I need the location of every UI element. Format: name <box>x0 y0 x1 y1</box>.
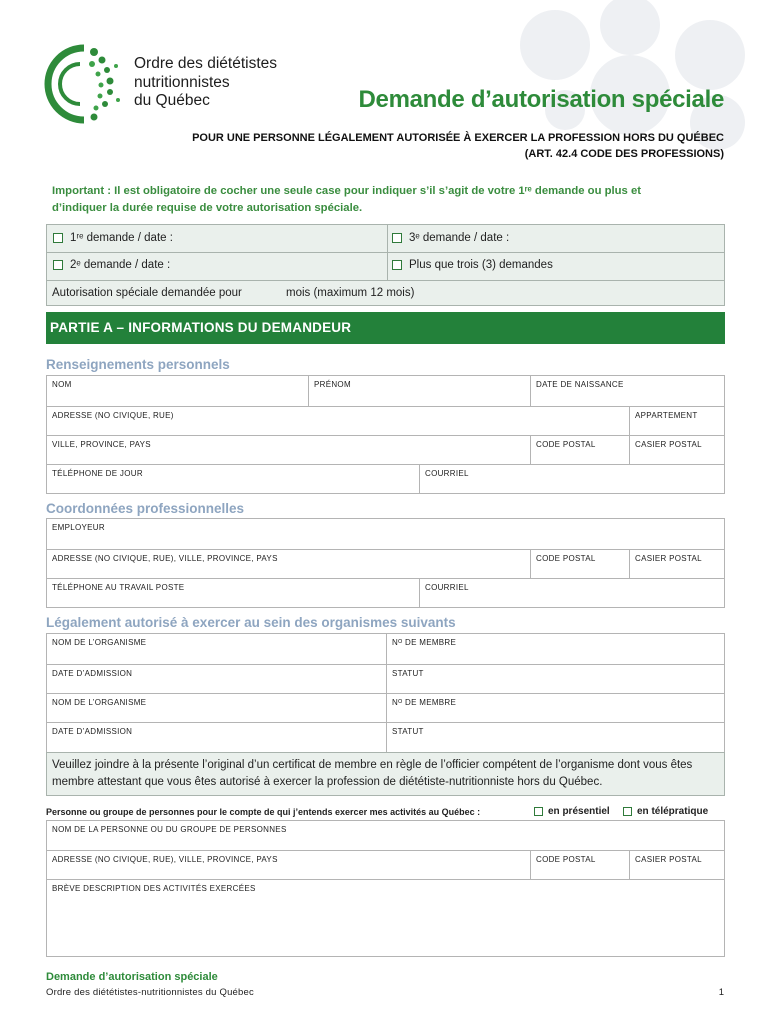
first-demand-checkbox[interactable] <box>53 233 63 243</box>
decorative-circle <box>675 20 745 90</box>
personal-info-grid <box>46 375 725 494</box>
table-row <box>47 821 724 850</box>
personal-section-title: Renseignements personnels <box>46 357 230 372</box>
member-number-field[interactable]: Nᴼ DE MEMBRE <box>386 634 726 664</box>
day-phone-field[interactable]: TÉLÉPHONE DE JOUR <box>52 469 143 478</box>
table-row <box>47 879 724 956</box>
table-row <box>47 435 724 464</box>
decorative-circle <box>600 0 660 55</box>
postal-code-field[interactable]: CODE POSTAL <box>530 436 629 464</box>
org-name-line: du Québec <box>134 92 210 109</box>
subtitle-line: POUR UNE PERSONNE LÉGALEMENT AUTORISÉE À EXERCER LA PROFESSION HORS DU QUÉBEC <box>192 132 724 144</box>
activities-question-text: Personne ou groupe de personnes pour le compte de qui j’entends exercer mes activités au Québec : <box>46 807 481 817</box>
telepractice-option[interactable] <box>623 806 708 817</box>
work-address-field[interactable]: ADRESSE (NO CIVIQUE, RUE), VILLE, PROVINCE, PAYS <box>52 554 278 563</box>
period-unit: mois (maximum 12 mois) <box>286 287 415 299</box>
table-row <box>47 464 724 493</box>
important-line: Important : Il est obligatoire de cocher une seule case pour indiquer s’il s’agit de votre 1ʳᵉ demande ou plus et <box>52 185 642 197</box>
email-field[interactable]: COURRIEL <box>419 465 726 493</box>
person-po-box-field[interactable]: CASIER POSTAL <box>629 851 726 879</box>
birthdate-field[interactable]: DATE DE NAISSANCE <box>530 376 726 406</box>
prenom-field[interactable]: PRÉNOM <box>308 376 530 406</box>
certificate-notice <box>46 752 725 796</box>
subtitle-line: (ART. 42.4 CODE DES PROFESSIONS) <box>524 148 724 160</box>
org-name-field[interactable]: NOM DE L’ORGANISME <box>52 638 147 647</box>
table-row <box>47 549 724 578</box>
table-row <box>47 519 724 549</box>
activities-question <box>46 807 725 817</box>
address-field[interactable]: ADRESSE (NO CIVIQUE, RUE) <box>52 411 174 420</box>
city-field[interactable]: VILLE, PROVINCE, PAYS <box>52 440 151 449</box>
more-demands-option[interactable] <box>392 259 553 271</box>
work-postal-code-field[interactable]: CODE POSTAL <box>530 550 629 578</box>
footer-title: Demande d’autorisation spéciale <box>46 971 218 983</box>
table-row <box>47 376 724 406</box>
org-name <box>134 55 277 111</box>
table-row <box>47 664 724 693</box>
third-demand-label: 3ᵉ demande / date : <box>409 232 510 244</box>
second-demand-option[interactable] <box>53 259 170 271</box>
table-row <box>47 634 724 664</box>
person-address-field[interactable]: ADRESSE (NO CIVIQUE, RUE), VILLE, PROVINCE, PAYS <box>52 855 278 864</box>
table-row <box>47 406 724 435</box>
notice-line: membre attestant que vous êtes autorisé à exercer la profession de diététiste-nutritionniste hors du Québec. <box>52 776 603 788</box>
second-demand-checkbox[interactable] <box>53 260 63 270</box>
important-line: d’indiquer la durée requise de votre autorisation spéciale. <box>52 202 363 214</box>
third-demand-option[interactable] <box>392 232 509 244</box>
telepractice-checkbox[interactable] <box>623 807 632 816</box>
org-name-line: nutritionnistes <box>134 73 230 91</box>
work-phone-field[interactable]: TÉLÉPHONE AU TRAVAIL POSTE <box>52 583 185 592</box>
first-demand-label: 1ʳᵉ demande / date : <box>70 232 173 244</box>
telepractice-label: en télépratique <box>637 806 709 817</box>
part-a-banner: PARTIE A – INFORMATIONS DU DEMANDEUR <box>46 312 725 344</box>
organisms-section-title: Légalement autorisé à exercer au sein des organismes suivants <box>46 615 456 630</box>
in-person-option[interactable] <box>534 806 610 817</box>
table-row <box>47 850 724 879</box>
notice-line: Veuillez joindre à la présente l’original d’un certificat de membre en règle de l’officier compétent de l’organisme dont vous êtes <box>52 759 693 771</box>
member-number-field[interactable]: Nᴼ DE MEMBRE <box>386 694 726 722</box>
period-label: Autorisation spéciale demandée pour <box>52 287 242 299</box>
admission-date-field[interactable]: DATE D’ADMISSION <box>52 669 133 678</box>
person-postal-code-field[interactable]: CODE POSTAL <box>530 851 629 879</box>
first-demand-option[interactable] <box>53 232 173 244</box>
status-field[interactable]: STATUT <box>386 723 726 752</box>
important-note <box>52 183 732 217</box>
po-box-field[interactable]: CASIER POSTAL <box>629 436 726 464</box>
work-po-box-field[interactable]: CASIER POSTAL <box>629 550 726 578</box>
person-name-field[interactable]: NOM DE LA PERSONNE OU DU GROUPE DE PERSONNES <box>52 825 287 834</box>
admission-date-field[interactable]: DATE D’ADMISSION <box>52 727 133 736</box>
activities-description-field[interactable]: BRÈVE DESCRIPTION DES ACTIVITÉS EXERCÉES <box>52 884 256 893</box>
odnq-logo <box>44 44 134 124</box>
status-field[interactable]: STATUT <box>386 665 726 693</box>
page-number: 1 <box>718 987 724 998</box>
organisms-grid <box>46 633 725 753</box>
more-demands-checkbox[interactable] <box>392 260 402 270</box>
decorative-circle <box>520 10 590 80</box>
page-title: Demande d’autorisation spéciale <box>358 86 724 113</box>
org-name-field[interactable]: NOM DE L’ORGANISME <box>52 698 147 707</box>
table-row <box>47 722 724 752</box>
page-subtitle <box>192 130 724 162</box>
org-name-line: Ordre des diététistes <box>134 55 278 72</box>
more-demands-label: Plus que trois (3) demandes <box>409 259 553 271</box>
table-row <box>47 578 724 607</box>
period-field[interactable] <box>52 287 415 299</box>
activities-grid <box>46 820 725 957</box>
apartment-field[interactable]: APPARTEMENT <box>629 407 726 435</box>
second-demand-label: 2ᵉ demande / date : <box>70 259 171 271</box>
work-email-field[interactable]: COURRIEL <box>419 579 726 607</box>
demand-type-box <box>46 224 725 306</box>
in-person-label: en présentiel <box>548 806 610 817</box>
table-row <box>47 693 724 722</box>
footer-org: Ordre des diététistes-nutritionnistes du Québec <box>46 987 254 998</box>
employer-field[interactable]: EMPLOYEUR <box>52 523 105 532</box>
professional-info-grid <box>46 518 725 608</box>
professional-section-title: Coordonnées professionnelles <box>46 501 245 516</box>
in-person-checkbox[interactable] <box>534 807 543 816</box>
third-demand-checkbox[interactable] <box>392 233 402 243</box>
nom-field[interactable]: NOM <box>52 380 72 389</box>
